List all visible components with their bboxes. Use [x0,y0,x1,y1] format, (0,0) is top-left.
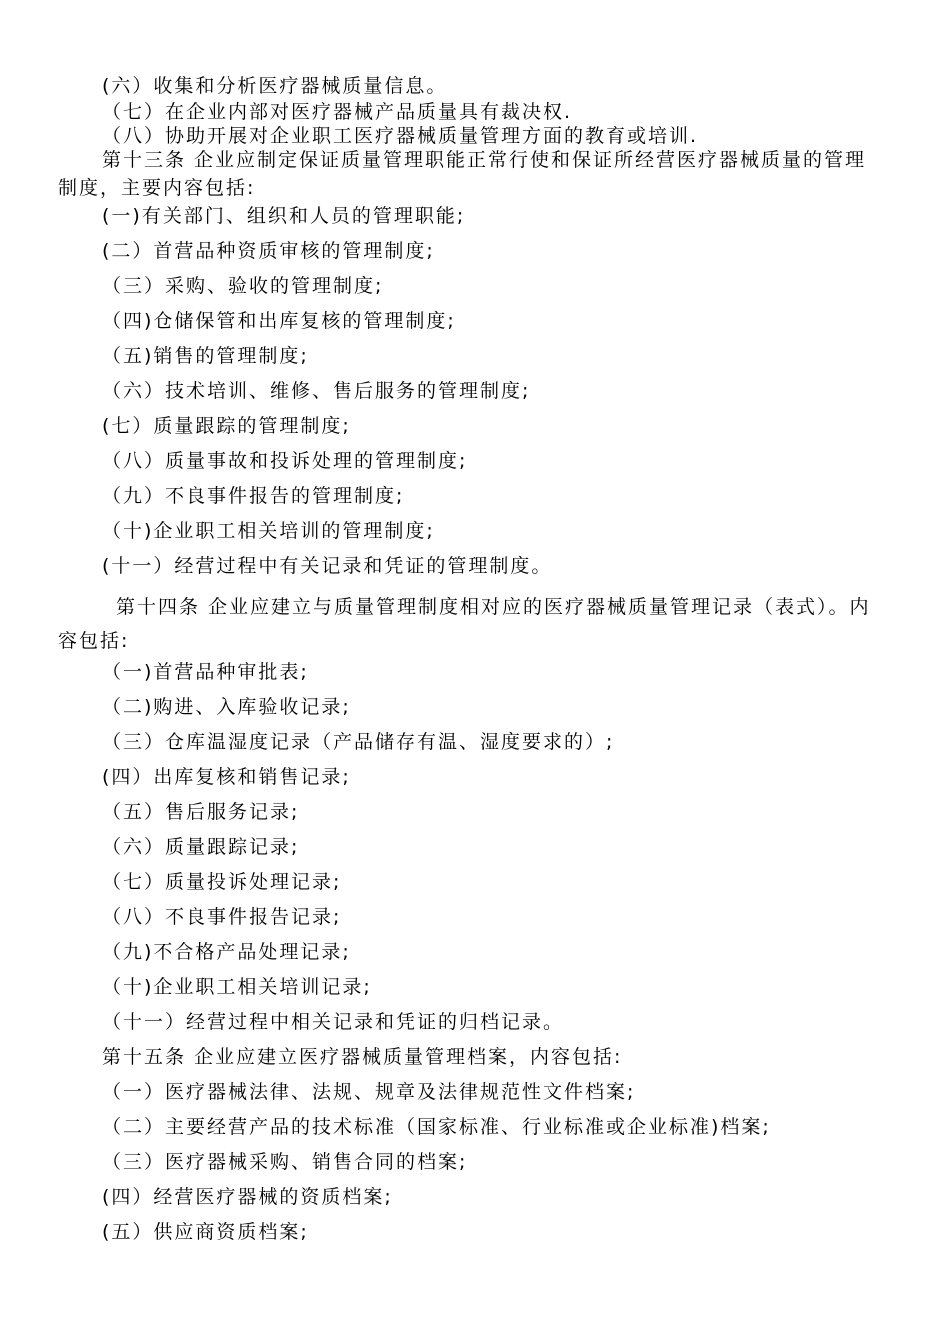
text-line: （一)首营品种审批表; [102,661,309,683]
text-line: (六）收集和分析医疗器械质量信息。 [102,75,448,97]
article-14-paragraph: 第十四条 企业应建立与质量管理制度相对应的医疗器械质量管理记录（表式）。内容包括: [58,596,871,652]
text-line: (四）出库复核和销售记录; [102,766,351,788]
text-line: （五)销售的管理制度; [102,345,309,367]
text-line: (五）供应商资质档案; [102,1221,309,1243]
text-line: （十)企业职工相关培训的管理制度; [102,520,435,542]
text-line: （二)购进、入库验收记录; [102,696,351,718]
text-line: （十一）经营过程中相关记录和凭证的归档记录。 [102,1011,565,1033]
article-15-heading: 第十五条 企业应建立医疗器械质量管理档案，内容包括: [102,1046,623,1068]
text-line: （九）不良事件报告的管理制度; [102,485,405,507]
text-line: （一）医疗器械法律、法规、规章及法律规范性文件档案; [102,1081,636,1103]
text-line: （六）质量跟踪记录; [102,836,300,858]
text-line: （八）质量事故和投诉处理的管理制度; [102,450,468,472]
text-line: （二）主要经营产品的技术标准（国家标准、行业标准或企业标准)档案; [102,1116,771,1138]
text-line: （三）采购、验收的管理制度; [102,275,384,297]
text-line: （八）不良事件报告记录; [102,906,342,928]
text-line: （四)仓储保管和出库复核的管理制度; [102,310,456,332]
text-line: （九)不合格产品处理记录; [102,941,351,963]
text-line: (二）首营品种资质审核的管理制度; [102,240,435,262]
article-13-paragraph: 第十三条 企业应制定保证质量管理职能正常行使和保证所经营医疗器械质量的管理制度，主要内容包括: [58,149,867,199]
text-line: （五）售后服务记录; [102,801,300,823]
text-line: （八）协助开展对企业职工医疗器械质量管理方面的教育或培训. [102,125,699,147]
text-line: （七）在企业内部对医疗器械产品质量具有裁决权. [102,101,573,123]
text-line: （六）技术培训、维修、售后服务的管理制度; [102,380,531,402]
text-line: (四）经营医疗器械的资质档案; [102,1186,393,1208]
text-line: （三）仓库温湿度记录（产品储存有温、湿度要求的）; [102,731,615,753]
text-line: (十一）经营过程中有关记录和凭证的管理制度。 [102,555,553,577]
text-line: （七）质量投诉处理记录; [102,871,342,893]
text-line: （十)企业职工相关培训记录; [102,976,372,998]
text-line: （三）医疗器械采购、销售合同的档案; [102,1151,468,1173]
text-line: (七）质量跟踪的管理制度; [102,415,351,437]
text-line: (一)有关部门、组织和人员的管理职能; [102,205,466,227]
